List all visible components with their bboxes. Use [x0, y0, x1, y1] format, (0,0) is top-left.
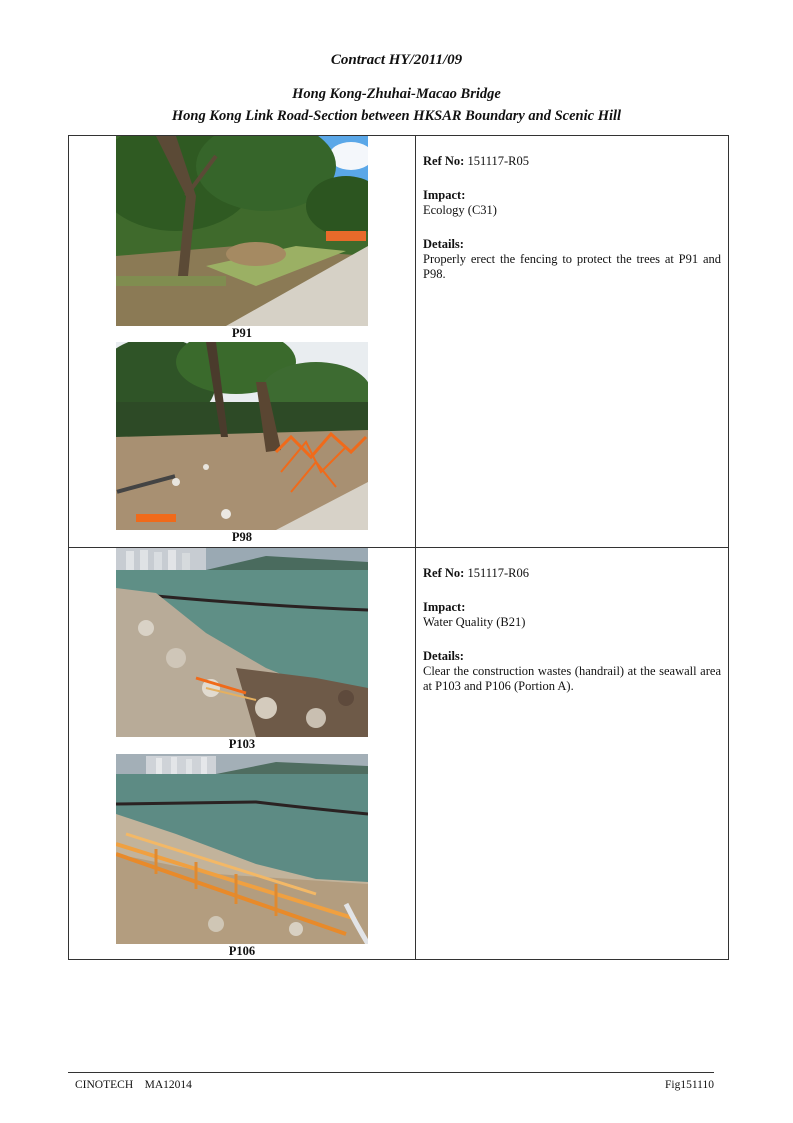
- photo-caption: P103: [228, 737, 256, 751]
- ref-line: [423, 566, 721, 581]
- details-label: Details:: [423, 649, 464, 663]
- details-cell: [416, 548, 729, 960]
- ref-number: 151117-R05: [467, 154, 530, 168]
- photo-cell: [69, 136, 416, 548]
- details-label: Details:: [423, 237, 464, 251]
- section-title: Hong Kong Link Road-Section between HKSAR Boundary and Scenic Hill: [171, 108, 622, 124]
- footer-company: CINOTECH: [75, 1079, 134, 1091]
- impact-value: Water Quality (B21): [423, 615, 526, 629]
- footer-figure-number: Fig151110: [665, 1079, 714, 1091]
- impact-value: Ecology (C31): [423, 203, 497, 217]
- table-row: [69, 548, 729, 960]
- photo-cell: [69, 548, 416, 960]
- footer-divider: [68, 1072, 714, 1073]
- impact-label: Impact:: [423, 600, 466, 614]
- details-text: Properly erect the fencing to protect the trees at P91 and P98.: [423, 252, 721, 281]
- ref-number: 151117-R06: [467, 566, 530, 580]
- impact-label: Impact:: [423, 188, 466, 202]
- details-text: Clear the construction wastes (handrail) at the seawall area at P103 and P106 (Portion A).: [423, 664, 721, 693]
- ref-line: [423, 154, 721, 169]
- project-title: Hong Kong-Zhuhai-Macao Bridge: [292, 86, 501, 102]
- table-row: [69, 136, 729, 548]
- contract-title: Contract HY/2011/09: [330, 52, 463, 68]
- site-photo-p91: [116, 136, 368, 326]
- ref-label: Ref No:: [423, 566, 465, 580]
- ref-label: Ref No:: [423, 154, 465, 168]
- photo-caption: P91: [231, 326, 253, 340]
- photo-caption: P98: [231, 530, 253, 544]
- photo-caption: P106: [228, 944, 256, 958]
- site-photo-p98: [116, 342, 368, 530]
- site-photo-p103: [116, 548, 368, 737]
- observation-table: [68, 135, 729, 960]
- footer-left: [75, 1079, 192, 1091]
- details-cell: [416, 136, 729, 548]
- site-photo-p106: [116, 754, 368, 944]
- footer-doc-number: MA12014: [144, 1079, 192, 1091]
